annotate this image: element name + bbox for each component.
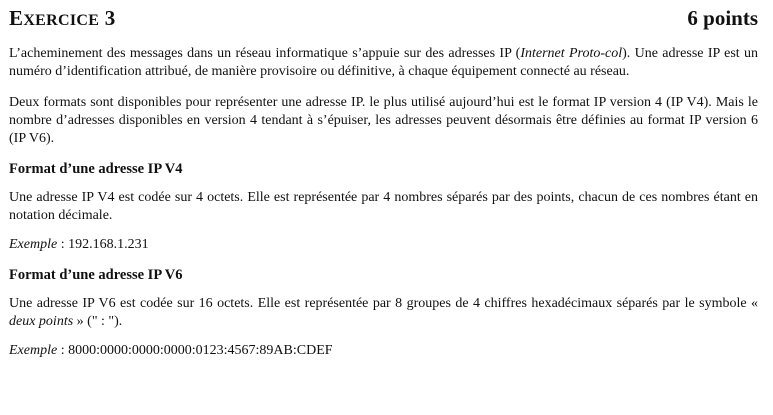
exercise-title [9, 6, 116, 31]
intro-paragraph [9, 45, 758, 81]
v6-example-value: 8000:0000:0000:0000:0123:4567:89AB:CDEF [68, 343, 333, 358]
intro-text-2: ). Une adresse IP est un numéro d’identification attribué, de manière provisoire ou définitive, à chaque équipement connecté au réseau. [9, 46, 759, 79]
v6-description-text-2: » (" : "). [73, 314, 123, 329]
v6-description-text-1: Une adresse IP V6 est codée sur 16 octets. Elle est représentée par 8 groupes de 4 chiffres hexadécimaux séparés par le symbole « [9, 296, 758, 311]
v6-description [9, 295, 758, 331]
v6-example-separator: : [57, 343, 69, 358]
formats-paragraph: Deux formats sont disponibles pour représenter une adresse IP. le plus utilisé aujourd’hui est le format IP version 4 (IP V4). Mais le nombre d’adresses disponibles en version 4 tendant à s’épuiser, les adresses peuvent désormais être définies au format IP version 6 (IP V6). [9, 95, 758, 146]
exercise-title-rest: XERCICE [23, 12, 100, 29]
v4-example [9, 236, 758, 254]
v4-example-separator: : [57, 237, 69, 252]
intro-text-1: L’acheminement des messages dans un réseau informatique s’appuie sur des adresses IP ( [9, 46, 521, 61]
v4-description: Une adresse IP V4 est codée sur 4 octets. Elle est représentée par 4 nombres séparés par des points, chacun de ces nombres étant en notation décimale. [9, 190, 758, 223]
v4-heading: Format d’une adresse IP V4 [9, 161, 183, 177]
exercise-title-initial: E [9, 6, 24, 30]
exercise-header [9, 6, 758, 36]
exercise-points: 6 points [687, 6, 758, 30]
v4-example-value: 192.168.1.231 [68, 237, 149, 252]
v4-example-label: Exemple [9, 237, 58, 252]
v6-example-label: Exemple [9, 343, 58, 358]
v6-description-italic: deux points [9, 314, 74, 329]
intro-italic-protocol: Internet Proto-col [520, 46, 623, 61]
exercise-number: 3 [104, 6, 116, 30]
v6-example [9, 342, 758, 360]
v6-heading: Format d’une adresse IP V6 [9, 267, 183, 283]
